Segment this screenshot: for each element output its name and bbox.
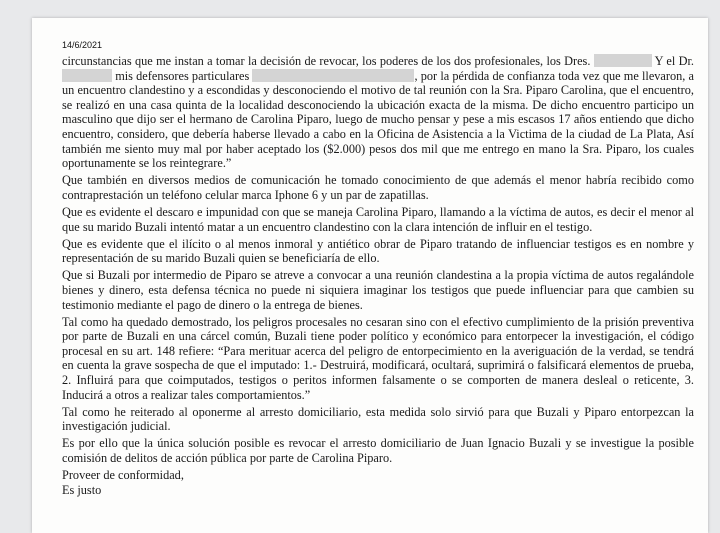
paragraph-2: Que es evidente el descaro e impunidad con que se maneja Carolina Piparo, llamando a la víctima de autos, es decir el menor al que su marido Buzali intentó matar a un encuentro clandestino con la clara intención de influir en el testigo. <box>62 204 694 234</box>
document-body <box>62 54 694 497</box>
paragraph-text: , por la pérdida de confianza toda vez que me llevaron, a un encuentro clandestino y a escondidas y desconociendo el motivo de tal reunión con la Sra. Piparo Carolina, que el encuentro, se realizó en una casa quinta de la localidad desconociendo la ubicación exacta de la misma. De dicho encuentro participo un masculino que dijo ser el hermano de Carolina Piparo, luego de mucho pensar y pese a mis escasos 17 años entiendo que dicho encuentro, considero, que debería haberse llevado a cabo en la Oficina de Asistencia a la Victima de la ciudad de La Plata, Así también me siento muy mal por haber aceptado los ($2.000) pesos dos mil que me entrego en mano la Sra. Piparo, los cuales oportunamente se los reintegrare.” <box>62 68 695 171</box>
paragraph-revocation <box>62 54 694 171</box>
paragraph-3: Que es evidente que el ilícito o al menos inmoral y antiético obrar de Piparo tratando de influenciar testigos es en nombre y representación de su marido Buzali quien se beneficiaría de ello. <box>62 236 694 266</box>
paragraph-6: Tal como he reiterado al oponerme al arresto domiciliario, esta medida solo sirvió para que Buzali y Piparo entorpezcan la investigación judicial. <box>62 404 694 434</box>
redacted-name-1 <box>594 54 652 67</box>
paragraph-1: Que también en diversos medios de comunicación he tomado conocimiento de que además el menor habría recibido como contraprestación un teléfono celular marca Iphone 6 y un par de zapatillas. <box>62 173 694 202</box>
paragraph-5: Tal como ha quedado demostrado, los peligros procesales no cesaran sino con el efectivo cumplimiento de la prisión preventiva por parte de Buzali en una cárcel común, Buzali tiene poder político y económico para entorpecer la investigación, el código procesal en su art. 148 refiere: “Para merituar acerca del peligro de entorpecimiento en la averiguación de la verdad, se tendrá en cuenta la grave sospecha de que el imputado: 1.- Destruirá, modificará, ocultará, suprimirá o falsificará elementos de prueba, 2. Influirá para que coimputados, testigos o peritos informen falsamente o se comporten de manera desleal o reticente, 3. Inducirá a otros a realizar tales comportamientos.” <box>62 314 694 402</box>
document-date: 14/6/2021 <box>62 40 103 50</box>
paragraph-text: Y el Dr. <box>654 54 694 68</box>
closing-signoff: Es justo <box>62 482 102 497</box>
redacted-name-2 <box>62 69 112 82</box>
paragraph-text: mis defensores particulares <box>115 68 250 83</box>
document-page <box>32 18 708 533</box>
paragraph-7: Es por ello que la única solución posible es revocar el arresto domiciliario de Juan Ignacio Buzali y se investigue la posible comisión de delitos de acción pública por parte de Carolina Piparo. <box>62 436 694 465</box>
paragraph-text: circunstancias que me instan a tomar la decisión de revocar, los poderes de los dos profesionales, los Dres. <box>62 54 591 68</box>
paragraph-4: Que si Buzali por intermedio de Piparo se atreve a convocar a una reunión clandestina a la propia víctima de autos regalándole bienes y dinero, esta defensa técnica no puede ni siquiera imaginar los testigos que puede influenciar para que cambien su testimonio mediante el pago de dinero o la entrega de bienes. <box>62 268 694 312</box>
redacted-name-3 <box>252 69 414 82</box>
closing-request: Proveer de conformidad, <box>62 468 184 483</box>
